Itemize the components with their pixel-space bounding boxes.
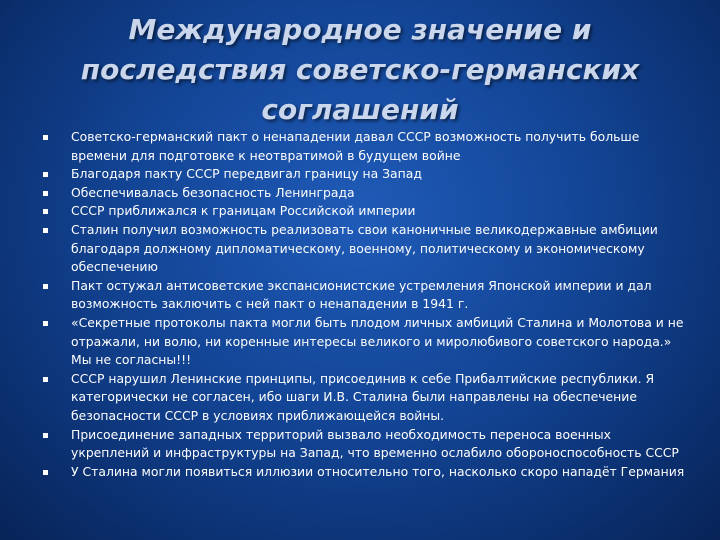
- bullet-text: Присоединение западных территорий вызвало необходимость переноса военных укреплений и инфраструктуры на Запад, что временно ослабило обороноспособность СССР: [71, 426, 679, 461]
- square-bullet-icon: [43, 135, 48, 140]
- bullet-item: [40, 165, 688, 184]
- square-bullet-icon: [43, 172, 48, 177]
- slide-title: [40, 10, 680, 130]
- square-bullet-icon: [43, 377, 48, 382]
- bullet-text: Пакт остужал антисоветские экспансионистские устремления Японской империи и дал возможность заключить с ней пакт о ненападении в 1941 г.: [71, 277, 652, 312]
- square-bullet-icon: [43, 209, 48, 214]
- bullet-item: [40, 202, 688, 221]
- bullet-item: [40, 426, 688, 463]
- bullet-item: [40, 221, 688, 277]
- slide-title-line: последствия советско-германских: [80, 53, 640, 86]
- slide-title-line: соглашений: [261, 93, 459, 126]
- square-bullet-icon: [43, 228, 48, 233]
- bullet-text: Благодаря пакту СССР передвигал границу на Запад: [71, 166, 422, 182]
- square-bullet-icon: [43, 433, 48, 438]
- bullet-text: Советско-германский пакт о ненападении давал СССР возможность получить больше времени для подготовке к неотвратимой в будущем войне: [71, 129, 640, 163]
- bullet-text: СССР нарушил Ленинские принципы, присоединив к себе Прибалтийские республики. Я категорически не согласен, ибо шаги И.В. Сталина были направлены на обеспечение безопасности СССР в условиях приближающейся войны.: [71, 370, 655, 423]
- bullet-item: [40, 314, 688, 370]
- bullet-list: [40, 128, 688, 481]
- bullet-text: Обеспечивалась безопасность Ленинграда: [71, 184, 355, 200]
- bullet-text: Сталин получил возможность реализовать свои каноничные великодержавные амбиции благодаря должному дипломатическому, военному, политическому и экономическому обеспечению: [71, 221, 658, 275]
- square-bullet-icon: [43, 191, 48, 196]
- bullet-item: [40, 128, 688, 165]
- bullet-item: [40, 184, 688, 203]
- square-bullet-icon: [43, 284, 48, 289]
- bullet-text: «Секретные протоколы пакта могли быть плодом личных амбиций Сталина и Молотова и не отражали, ни волю, ни коренные интересы великого и миролюбивого советского народа.» Мы не согласны!!!: [71, 314, 684, 368]
- bullet-item: [40, 463, 688, 482]
- square-bullet-icon: [43, 321, 48, 326]
- bullet-item: [40, 277, 688, 314]
- bullet-text: У Сталина могли появиться иллюзии относительно того, насколько скоро нападёт Германия: [71, 463, 685, 479]
- square-bullet-icon: [43, 470, 48, 475]
- bullet-item: [40, 370, 688, 426]
- bullet-text: СССР приближался к границам Российской империи: [71, 203, 416, 219]
- slide-title-line: Международное значение и: [128, 13, 592, 46]
